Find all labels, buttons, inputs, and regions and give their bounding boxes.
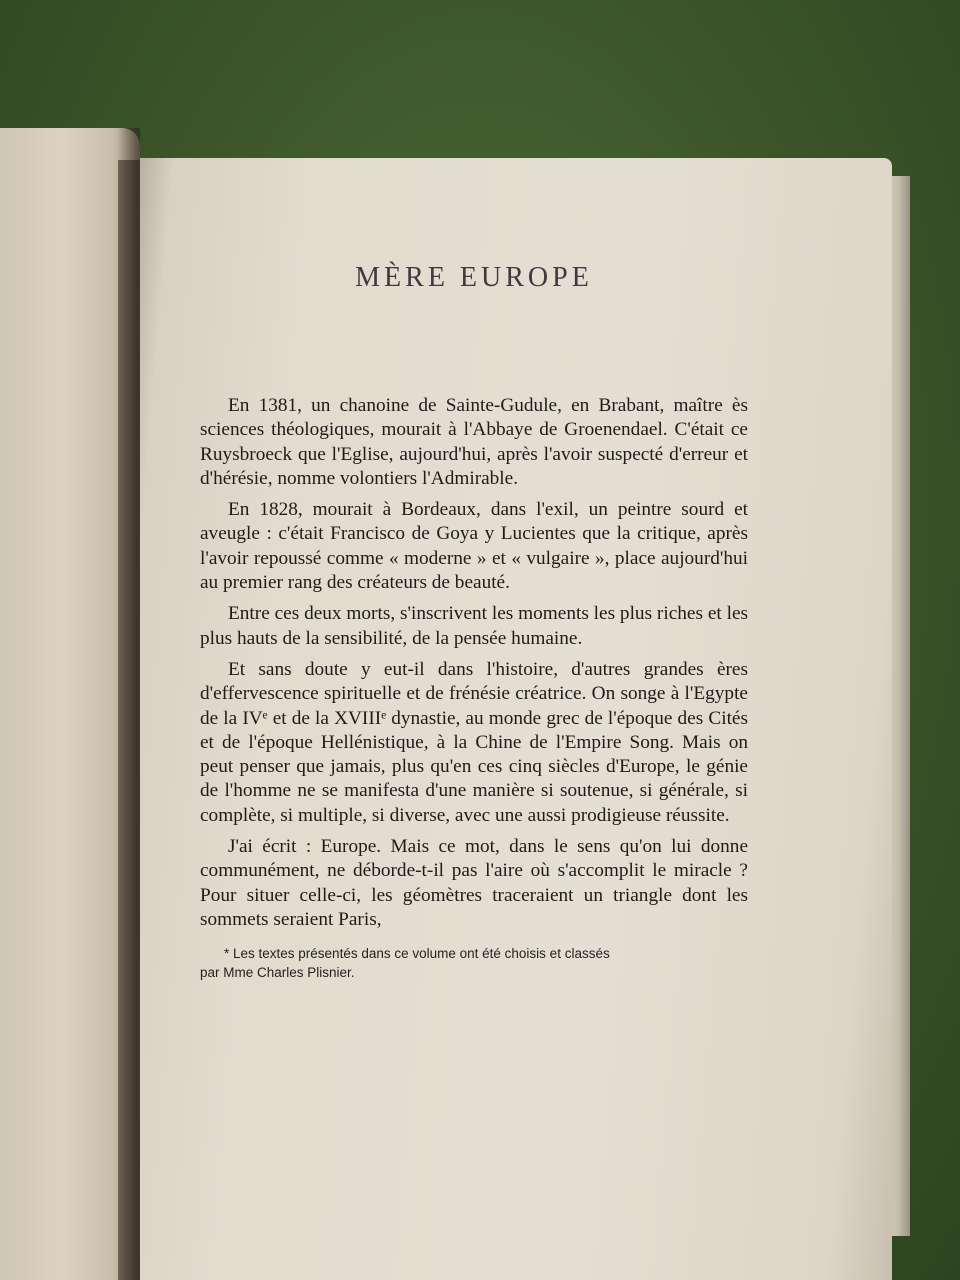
body-text xyxy=(200,394,748,932)
title-text: MÈRE EUROPE xyxy=(355,262,593,293)
paragraph-5: J'ai écrit : Europe. Mais ce mot, dans le sens qu'on lui donne communément, ne déborde-t-il pas l'aire où s'accomplit le miracle ? Pour situer celle-ci, les géomètres traceraient un triangle dont les sommets seraient Paris, xyxy=(200,836,748,930)
paragraph-2: En 1828, mourait à Bordeaux, dans l'exil, un peintre sourd et aveugle : c'était Francisco de Goya y Lucientes que la critique, après l'avoir repoussé comme « moderne » et « vulgaire », place aujourd'hui au premier rang des créateurs de beauté. xyxy=(200,499,748,594)
footnote-line-2: par Mme Charles Plisnier. xyxy=(200,965,355,981)
footnote xyxy=(200,944,748,982)
paragraph-4: Et sans doute y eut-il dans l'histoire, d'autres grandes ères d'effervescence spirituelle et de frénésie créatrice. On songe à l'Egypte de la IVᵉ et de la XVIIIᵉ dynastie, au monde grec de l'époque des Cités et de l'époque Hellénistique, à la Chine de l'Empire Song. Mais on peut penser que jamais, plus qu'en ces cinq siècles d'Europe, le génie de l'homme ne se manifesta d'une manière si soutenue, si générale, si complète, si multiple, si diverse, avec une aussi prodigieuse réussite. xyxy=(200,658,748,826)
page-content xyxy=(200,262,748,982)
paragraph-1: En 1381, un chanoine de Sainte-Gudule, en Brabant, maître ès sciences théologiques, mourait à l'Abbaye de Groenendael. C'était ce Ruysbroeck que l'Eglise, aujourd'hui, après l'avoir suspecté d'erreur et d'hérésie, nomme volontiers l'Admirable. xyxy=(200,395,748,489)
paragraph-3: Entre ces deux morts, s'inscrivent les moments les plus riches et les plus hauts de la sensibilité, de la pensée humaine. xyxy=(200,603,748,649)
chapter-title xyxy=(200,262,748,294)
footnote-line-1: * Les textes présentés dans ce volume ont été choisis et classés xyxy=(224,946,610,962)
